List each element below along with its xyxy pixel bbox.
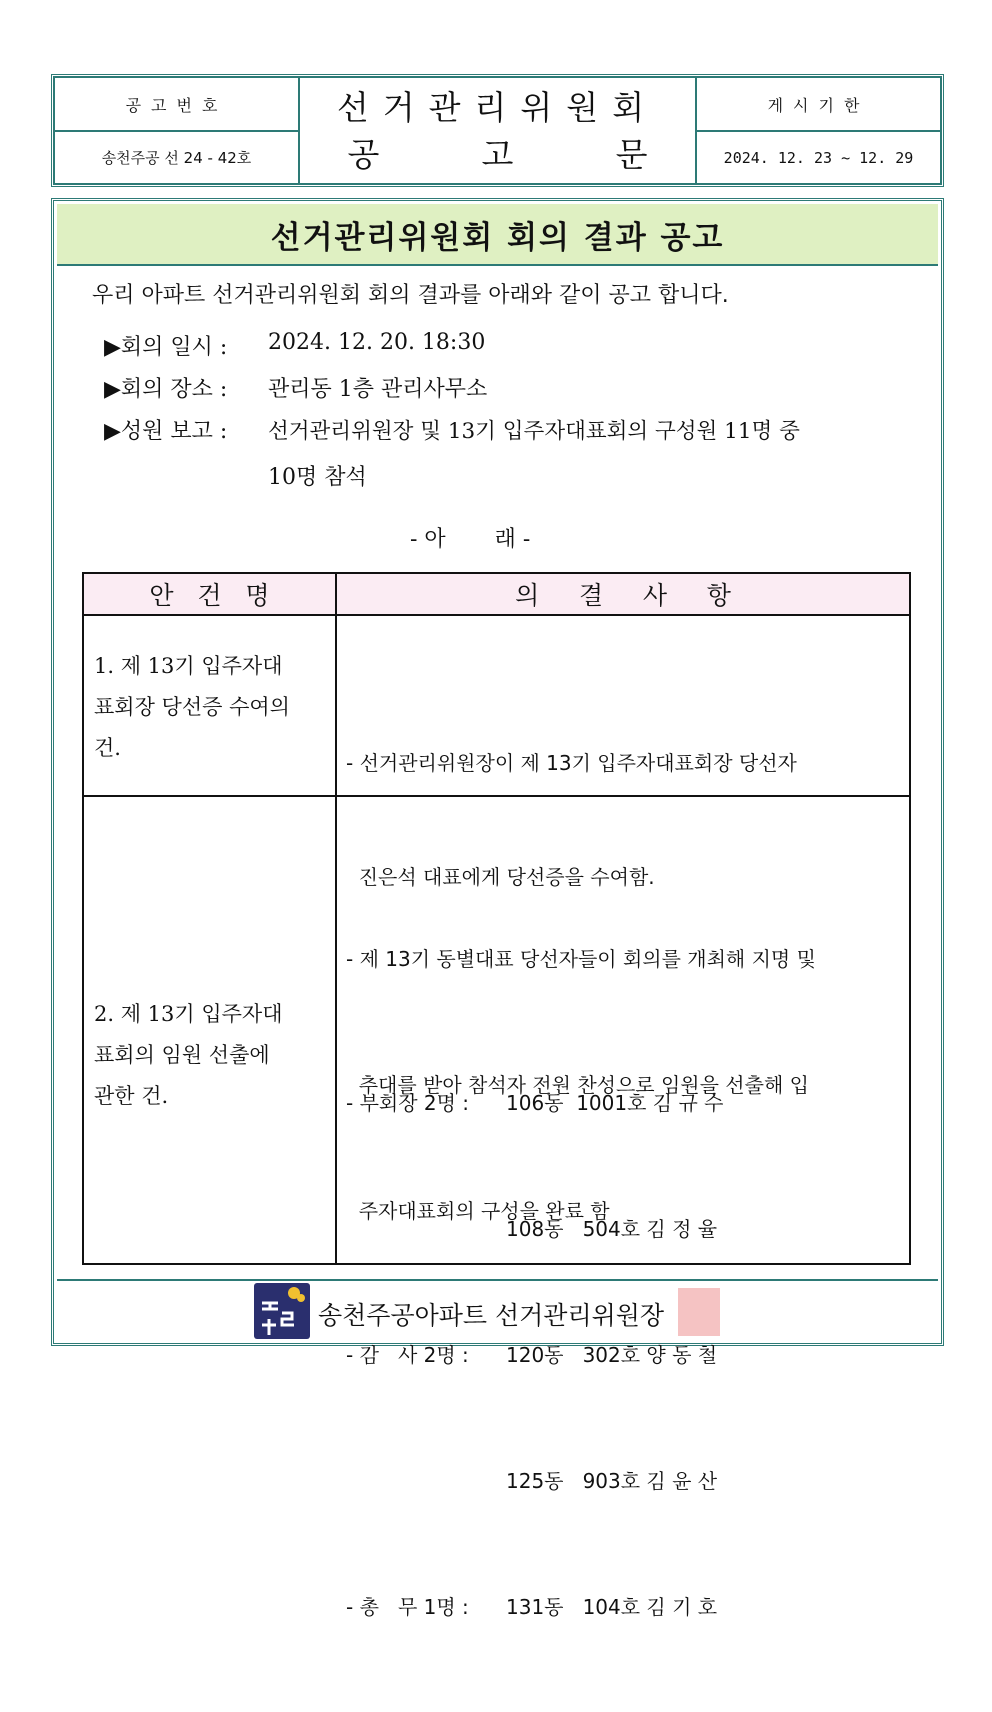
notice-no-label: 공고번호 bbox=[125, 95, 228, 115]
officer-role: - 총 무 1명 : bbox=[346, 1595, 469, 1619]
header-box bbox=[51, 74, 944, 187]
agenda-line: 건. bbox=[94, 736, 121, 760]
officer-entry: 108동 504호 김 정 율 bbox=[506, 1217, 718, 1241]
result-line: 주자대표회의 구성을 완료 함 bbox=[346, 1199, 610, 1223]
officer-entry: 125동 903호 김 윤 산 bbox=[506, 1469, 718, 1493]
signer: 송천주공아파트 선거관리위원장 bbox=[318, 1301, 665, 1330]
agenda-line: 표회장 당선증 수여의 bbox=[94, 695, 290, 719]
officer-entry: 120동 302호 양 동 철 bbox=[506, 1343, 718, 1367]
apartment-logo bbox=[254, 1283, 310, 1339]
officer-entry: 106동 1001호 김 규 수 bbox=[506, 1091, 724, 1115]
logo-mark-icon bbox=[254, 1283, 310, 1339]
doc-title-line2 bbox=[348, 129, 648, 176]
period-label: 게시기한 bbox=[767, 95, 870, 115]
notice-heading: 선거관리위원회 회의 결과 공고 bbox=[57, 204, 938, 266]
posting-period: 2024. 12. 23 ~ 12. 29 bbox=[723, 148, 914, 167]
notice-no: 송천주공 선 24 - 42호 bbox=[101, 149, 252, 167]
doc-title-char: 고 bbox=[481, 134, 514, 174]
notice-no-cell bbox=[54, 131, 299, 184]
officer-list bbox=[346, 998, 723, 1712]
table-row-2-agenda bbox=[94, 994, 283, 1117]
intro-text: 우리 아파트 선거관리위원회 회의 결과를 아래와 같이 공고 합니다. bbox=[92, 283, 729, 308]
officer-role: - 부회장 2명 : bbox=[346, 1091, 470, 1115]
item-label: ▶회의 일시 : bbox=[104, 335, 228, 360]
officer-row bbox=[346, 1586, 723, 1628]
meeting-place: 관리동 1층 관리사무소 bbox=[268, 377, 488, 402]
officer-row bbox=[346, 1334, 723, 1376]
item-label: ▶회의 장소 : bbox=[104, 377, 228, 402]
col-header-agenda: 안 건 명 bbox=[149, 581, 270, 610]
officer-entry: 131동 104호 김 기 호 bbox=[506, 1595, 718, 1619]
column-divider bbox=[335, 574, 337, 1263]
result-line: - 제 13기 동별대표 당선자들이 회의를 개최해 지명 및 bbox=[346, 947, 816, 971]
quorum-report: 선거관리위원장 및 13기 입주자대표회의 구성원 11명 중 bbox=[268, 419, 800, 444]
result-line: 추대를 받아 참석자 전원 찬성으로 임원을 선출해 입 bbox=[346, 1073, 809, 1097]
notice-no-label-cell bbox=[54, 77, 299, 131]
officer-row bbox=[346, 1208, 723, 1250]
officer-role: - 감 사 2명 : bbox=[346, 1343, 469, 1367]
item-label: ▶성원 보고 : bbox=[104, 419, 228, 444]
period-label-cell bbox=[696, 77, 941, 131]
title-cell bbox=[299, 77, 696, 184]
period-cell bbox=[696, 131, 941, 184]
quorum-report-line2: 10명 참석 bbox=[268, 465, 367, 490]
officer-row bbox=[346, 1460, 723, 1502]
official-seal bbox=[678, 1288, 720, 1336]
meeting-date: 2024. 12. 20. 18:30 bbox=[268, 330, 486, 355]
doc-title-char: 공 bbox=[347, 134, 380, 174]
officer-row bbox=[346, 1082, 723, 1124]
below-mark: - 아 래 - bbox=[410, 527, 531, 552]
result-line: - 선거관리위원장이 제 13기 입주자대표회장 당선자 bbox=[346, 751, 797, 775]
agenda-line: 표회의 임원 선출에 bbox=[94, 1043, 270, 1067]
result-line: 진은석 대표에게 당선증을 수여함. bbox=[346, 865, 655, 889]
table-row-1-agenda bbox=[94, 646, 290, 769]
doc-title-char: 문 bbox=[615, 134, 648, 174]
doc-title-line1: 선거관리위원회 bbox=[336, 87, 659, 127]
agenda-line: 2. 제 13기 입주자대 bbox=[94, 1002, 283, 1026]
agenda-line: 1. 제 13기 입주자대 bbox=[94, 654, 283, 678]
col-header-result: 의 결 사 항 bbox=[515, 581, 731, 610]
agenda-line: 관한 건. bbox=[94, 1084, 169, 1108]
